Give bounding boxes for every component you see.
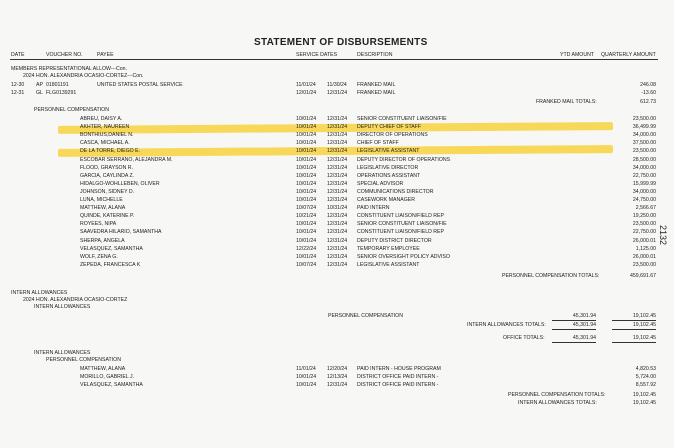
franked-date: 12-30 <box>11 82 25 88</box>
franked-date: 12-31 <box>11 90 25 96</box>
personnel-payee: ROYEES, NIPA <box>80 221 117 228</box>
personnel-from: 10/01/24 <box>296 116 317 122</box>
franked-type: GL <box>36 90 43 96</box>
personnel-to: 12/31/24 <box>327 261 348 268</box>
franked-amount: -13.60 <box>641 90 656 96</box>
personnel-amount: 26,000.01 <box>632 253 656 260</box>
personnel-from: 10/01/24 <box>296 188 317 195</box>
intern-detail-head-1: INTERN ALLOWANCES <box>34 350 91 356</box>
personnel-from: 12/22/24 <box>296 245 317 252</box>
personnel-amount: 28,500.00 <box>632 156 656 163</box>
intern-desc: DISTRICT OFFICE PAID INTERN - <box>357 374 439 380</box>
intern-amount: 5,724.00 <box>635 374 656 380</box>
franked-total-amount: 612.73 <box>640 99 656 105</box>
personnel-payee: SHERPA, ANGELA <box>80 237 125 244</box>
personnel-payee: DE LA TORRE, DIEGO E. <box>80 148 141 155</box>
col-payee: PAYEE <box>97 52 114 58</box>
col-service-dates: SERVICE DATES <box>296 52 338 58</box>
intern-to: 12/31/24 <box>327 382 348 388</box>
personnel-to: 12/31/24 <box>327 132 348 139</box>
personnel-head: PERSONNEL COMPENSATION <box>34 107 109 113</box>
personnel-to: 12/31/24 <box>327 164 348 171</box>
personnel-payee: GARCIA, CAYLINDA Z. <box>80 172 135 179</box>
franked-voucher: FLG0139291 <box>46 90 77 96</box>
personnel-amount: 19,250.00 <box>632 213 656 220</box>
personnel-desc: DEPUTY DISTRICT DIRECTOR <box>357 237 432 244</box>
section-line-1: MEMBERS REPRESENTATIONAL ALLOW---Con. <box>11 66 127 72</box>
personnel-from: 10/01/24 <box>296 156 317 163</box>
intern-payee: VELASQUEZ, SAMANTHA <box>80 382 143 388</box>
personnel-amount: 23,500.00 <box>632 221 656 228</box>
personnel-amount: 22,750.00 <box>632 229 656 236</box>
personnel-desc: DEPUTY DIRECTOR OF OPERATIONS <box>357 156 451 163</box>
summary-rule-1 <box>552 320 596 321</box>
personnel-desc: OPERATIONS ASSISTANT <box>357 172 421 179</box>
col-description: DESCRIPTION <box>357 52 393 58</box>
personnel-desc: SENIOR CONSTITUENT LIAISON/FIE <box>357 221 447 228</box>
personnel-amount: 26,000.01 <box>632 237 656 244</box>
franked-amount: 246.08 <box>640 82 656 88</box>
personnel-amount: 36,499.99 <box>632 124 656 131</box>
personnel-amount: 15,999.99 <box>632 180 656 187</box>
personnel-from: 10/07/24 <box>296 205 317 212</box>
personnel-from: 10/01/24 <box>296 172 317 179</box>
personnel-to: 12/31/24 <box>327 229 348 236</box>
personnel-payee: WOLF, ZENA G. <box>80 253 118 260</box>
summary-rule-4 <box>612 329 656 330</box>
summary-ytd-1: 45,301.94 <box>572 313 596 319</box>
personnel-from: 10/01/24 <box>296 180 317 187</box>
personnel-from: 10/01/24 <box>296 124 317 131</box>
personnel-amount: 22,750.00 <box>632 172 656 179</box>
personnel-from: 10/01/24 <box>296 221 317 228</box>
summary-rule-2 <box>612 320 656 321</box>
personnel-payee: VELASQUEZ, SAMANTHA <box>80 245 143 252</box>
summary-label-3: OFFICE TOTALS: <box>503 335 545 341</box>
personnel-desc: CHIEF OF STAFF <box>357 140 399 147</box>
personnel-payee: JOHNSON, SIDNEY D. <box>80 188 135 195</box>
personnel-to: 12/31/24 <box>327 148 348 155</box>
personnel-amount: 23,500.00 <box>632 261 656 268</box>
personnel-payee: CASCA, MICHAEL A. <box>80 140 130 147</box>
personnel-amount: 37,500.00 <box>632 140 656 147</box>
personnel-from: 10/01/24 <box>296 148 317 155</box>
personnel-desc: DIRECTOR OF OPERATIONS <box>357 132 428 139</box>
intern-to: 12/13/24 <box>327 374 348 380</box>
summary-ytd-2: 45,301.94 <box>572 322 596 328</box>
personnel-to: 12/31/24 <box>327 245 348 252</box>
header-rule <box>10 59 658 60</box>
intern-total-amount-2: 19,102.45 <box>632 400 656 406</box>
franked-from: 11/01/24 <box>296 82 316 88</box>
personnel-payee: ZEPEDA, FRANCESCA K <box>80 261 141 268</box>
col-quarterly: QUARTERLY AMOUNT <box>601 52 656 58</box>
personnel-to: 10/31/24 <box>327 205 348 212</box>
personnel-payee: QUINDE, KATERINE P. <box>80 213 135 220</box>
summary-label-2: INTERN ALLOWANCES TOTALS: <box>467 322 546 328</box>
personnel-to: 12/31/24 <box>327 124 348 131</box>
personnel-from: 10/01/24 <box>296 197 317 203</box>
personnel-to: 12/31/24 <box>327 180 348 187</box>
personnel-desc: PAID INTERN <box>357 205 390 212</box>
personnel-payee: FLOOD, GRAYSON R. <box>80 164 133 171</box>
intern-to: 12/20/24 <box>327 366 348 372</box>
personnel-desc: COMMUNICATIONS DIRECTOR <box>357 188 434 195</box>
summary-rule-5 <box>552 342 596 343</box>
page-number: 2132 <box>658 225 668 246</box>
personnel-to: 12/31/24 <box>327 116 348 122</box>
personnel-to: 12/31/24 <box>327 253 348 260</box>
franked-total-label: FRANKED MAIL TOTALS: <box>536 99 597 105</box>
personnel-desc: CONSTITUENT LIAISON/FIELD REP <box>357 213 444 220</box>
intern-head-2: 2024 HON. ALEXANDRIA OCASIO-CORTEZ <box>23 297 128 303</box>
personnel-desc: SENIOR OVERSIGHT POLICY ADVISO <box>357 253 450 260</box>
personnel-from: 10/01/24 <box>296 132 317 139</box>
page-title: STATEMENT OF DISBURSEMENTS <box>254 37 428 48</box>
summary-q-2: 19,102.45 <box>632 322 656 328</box>
personnel-amount: 24,750.00 <box>632 197 656 203</box>
intern-desc: DISTRICT OFFICE PAID INTERN - <box>357 382 439 388</box>
intern-amount: 4,820.53 <box>635 366 656 372</box>
personnel-to: 12/31/24 <box>327 213 348 220</box>
franked-payee: UNITED STATES POSTAL SERVICE <box>97 82 183 88</box>
summary-rule-3 <box>552 329 596 330</box>
intern-total-label-2: INTERN ALLOWANCES TOTALS: <box>518 400 597 406</box>
personnel-to: 12/31/24 <box>327 188 348 195</box>
personnel-amount: 34,000.00 <box>632 164 656 171</box>
col-date: DATE <box>11 52 25 58</box>
personnel-desc: CASEWORK MANAGER <box>357 197 415 203</box>
personnel-payee: HIDALGO-WOHLLEBEN, OLIVER <box>80 180 160 187</box>
personnel-to: 12/31/24 <box>327 221 348 228</box>
intern-payee: MORILLO, GABRIEL J. <box>80 374 135 380</box>
personnel-payee: LUNA, MICHELLE <box>80 197 123 203</box>
intern-from: 11/01/24 <box>296 366 316 372</box>
personnel-desc: DEPUTY CHIEF OF STAFF <box>357 124 422 131</box>
col-ytd: YTD AMOUNT <box>560 52 595 58</box>
intern-detail-head-2: PERSONNEL COMPENSATION <box>46 357 121 363</box>
personnel-to: 12/31/24 <box>327 140 348 147</box>
intern-head-1: INTERN ALLOWANCES <box>11 290 68 296</box>
col-voucher: VOUCHER NO. <box>46 52 83 58</box>
personnel-amount: 1,125.00 <box>635 245 656 252</box>
personnel-payee: MATTHEW, ALANA <box>80 205 126 212</box>
personnel-payee: AKHTER, NAUREEN <box>80 124 130 131</box>
personnel-to: 12/31/24 <box>327 197 348 203</box>
franked-desc: FRANKED MAIL <box>357 90 396 96</box>
summary-q-1: 19,102.45 <box>632 313 656 319</box>
personnel-total-label: PERSONNEL COMPENSATION TOTALS: <box>502 273 600 279</box>
franked-desc: FRANKED MAIL <box>357 82 396 88</box>
personnel-payee: SAAVEDRA HILARIO, SAMANTHA <box>80 229 162 236</box>
summary-rule-6 <box>612 342 656 343</box>
intern-total-amount-1: 19,102.45 <box>632 392 656 398</box>
intern-amount: 8,557.92 <box>635 382 656 388</box>
intern-head-3: INTERN ALLOWANCES <box>34 304 91 310</box>
personnel-from: 10/01/24 <box>296 253 317 260</box>
personnel-amount: 34,000.00 <box>632 132 656 139</box>
personnel-payee: BONTHIUS,DANIEL N. <box>80 132 134 139</box>
personnel-to: 12/31/24 <box>327 237 348 244</box>
personnel-from: 10/07/24 <box>296 261 317 268</box>
personnel-amount: 2,566.67 <box>635 205 656 212</box>
section-line-2: 2024 HON. ALEXANDRIA OCASIO-CORTEZ---Con. <box>23 73 144 79</box>
intern-from: 10/01/24 <box>296 374 317 380</box>
intern-total-label-1: PERSONNEL COMPENSATION TOTALS: <box>508 392 606 398</box>
personnel-desc: CONSTITUENT LIAISON/FIELD REP <box>357 229 444 236</box>
personnel-from: 10/01/24 <box>296 164 317 171</box>
personnel-desc: LEGISLATIVE ASSISTANT <box>357 261 420 268</box>
franked-voucher: 01801191 <box>46 82 69 88</box>
summary-ytd-3: 45,301.94 <box>572 335 596 341</box>
personnel-desc: LEGISLATIVE DIRECTOR <box>357 164 419 171</box>
personnel-desc: SPECIAL ADVISOR <box>357 180 404 187</box>
summary-label-1: PERSONNEL COMPENSATION <box>328 313 403 319</box>
personnel-amount: 23,500.00 <box>632 148 656 155</box>
personnel-amount: 34,000.00 <box>632 188 656 195</box>
personnel-amount: 23,500.00 <box>632 116 656 122</box>
franked-to: 12/31/24 <box>327 90 348 96</box>
personnel-from: 10/21/24 <box>296 213 317 220</box>
intern-from: 10/01/24 <box>296 382 317 388</box>
franked-from: 12/01/24 <box>296 90 317 96</box>
personnel-to: 12/31/24 <box>327 172 348 179</box>
personnel-total-amount: 459,691.67 <box>630 273 656 279</box>
franked-type: AP <box>36 82 43 88</box>
personnel-from: 10/01/24 <box>296 237 317 244</box>
intern-payee: MATTHEW, ALANA <box>80 366 126 372</box>
personnel-desc: TEMPORARY EMPLOYEE <box>357 245 420 252</box>
personnel-from: 10/01/24 <box>296 229 317 236</box>
personnel-desc: LEGISLATIVE ASSISTANT <box>357 148 420 155</box>
personnel-desc: SENIOR CONSTITUENT LIAISON/FIE <box>357 116 447 122</box>
personnel-payee: ESCOBAR SERRANO, ALEJANDRA M. <box>80 156 173 163</box>
franked-to: 11/30/24 <box>327 82 347 88</box>
summary-q-3: 19,102.45 <box>632 335 656 341</box>
personnel-from: 10/01/24 <box>296 140 317 147</box>
intern-desc: PAID INTERN - HOUSE PROGRAM <box>357 366 441 372</box>
personnel-to: 12/31/24 <box>327 156 348 163</box>
personnel-payee: ABREU, DAISY A. <box>80 116 123 122</box>
